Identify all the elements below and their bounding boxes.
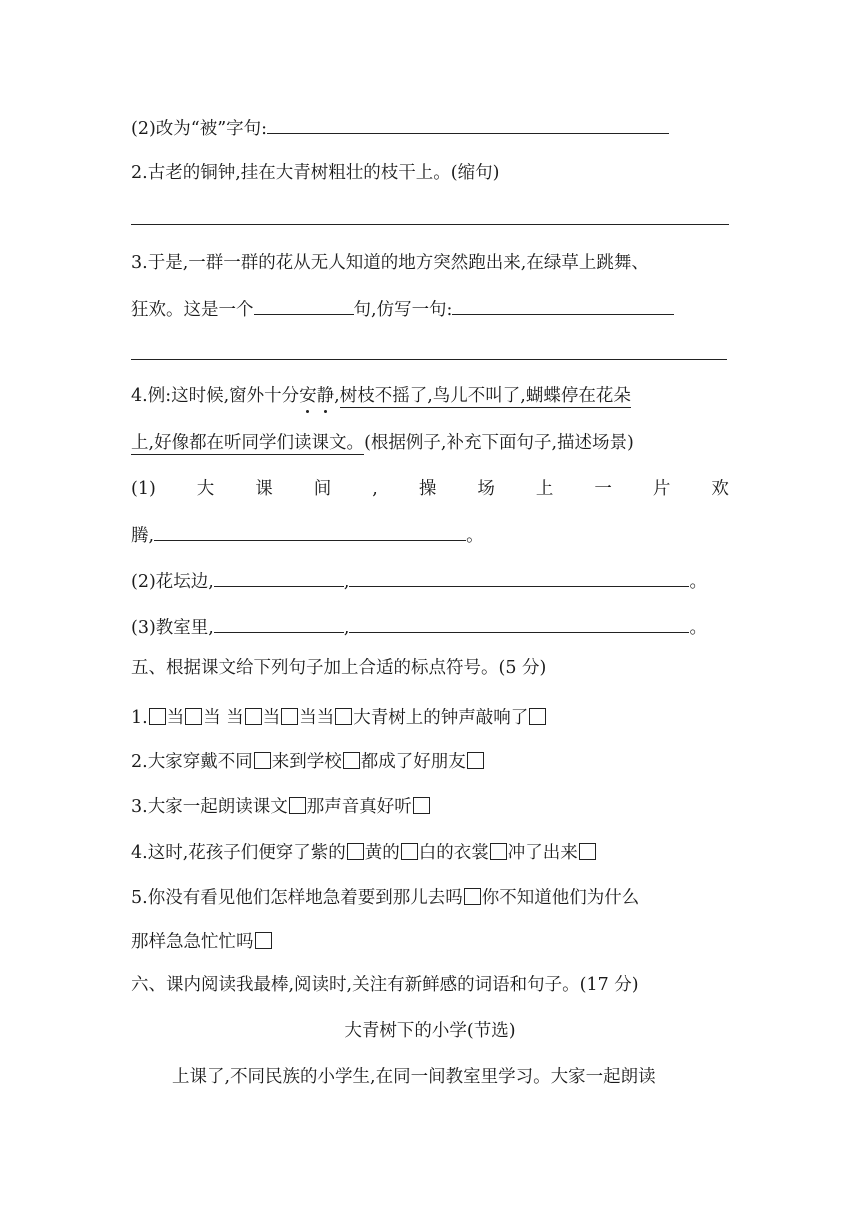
answer-blank-1[interactable] <box>214 614 344 633</box>
sentence-text: 2.大家穿戴不同 <box>131 752 253 772</box>
comma: , <box>343 572 350 592</box>
punctuation-box[interactable] <box>529 708 546 725</box>
sentence-text: 4.这时,花孩子们便穿了紫的 <box>131 843 346 863</box>
dotted-char: 静 <box>316 386 335 406</box>
question-text: (3)教室里, <box>131 618 214 638</box>
answer-blank[interactable] <box>154 522 466 541</box>
question-text: 狂欢。这是一个 <box>131 300 254 320</box>
period: 。 <box>689 572 707 592</box>
sentence-text: 当 <box>262 708 281 728</box>
underlined-text: 上,好像都在听同学们读课文。 <box>131 433 365 453</box>
punctuation-box[interactable] <box>149 708 166 725</box>
question-4-example-line-1 <box>131 383 631 409</box>
question-text: 句,仿写一句: <box>353 300 453 320</box>
punctuation-box[interactable] <box>335 708 352 725</box>
sentence-text: 5.你没有看见他们怎样地急着要到那儿去吗 <box>131 888 463 908</box>
sentence-text: 冲了出来 <box>507 843 578 863</box>
question-4-item-3 <box>131 614 707 641</box>
punctuation-box[interactable] <box>281 708 298 725</box>
passage-paragraph-line-1: 上课了,不同民族的小学生,在同一间教室里学习。大家一起朗读 <box>172 1067 656 1087</box>
punctuation-box[interactable] <box>343 752 360 769</box>
sentence-text: 3.大家一起朗读课文 <box>131 797 288 817</box>
question-1-2 <box>131 115 669 142</box>
question-label: (2)改为“被”字句: <box>131 119 268 139</box>
question-text: (2)花坛边, <box>131 572 214 592</box>
punctuation-box[interactable] <box>245 708 262 725</box>
sentence-text: 大青树上的钟声敲响了 <box>353 708 529 728</box>
sentence-text: 来到学校 <box>271 752 342 772</box>
punctuation-box[interactable] <box>579 843 596 860</box>
period: 。 <box>466 526 484 546</box>
punctuation-box[interactable] <box>467 752 484 769</box>
sentence-text: 都成了好朋友 <box>360 752 466 772</box>
underlined-text: 树枝不摇了,鸟儿不叫了,蝴蝶停在花朵 <box>339 386 631 406</box>
dotted-char: 安 <box>299 386 317 406</box>
question-4-example-line-2 <box>131 430 634 456</box>
item-char: 大 <box>196 479 215 499</box>
item-char: 片 <box>652 479 671 499</box>
question-text: 腾, <box>131 526 155 546</box>
answer-line[interactable] <box>131 359 727 360</box>
punctuation-box[interactable] <box>464 888 481 905</box>
sentence-text: 白的衣裳 <box>418 843 489 863</box>
punctuation-box[interactable] <box>413 797 430 814</box>
section-6-title: 六、课内阅读我最棒,阅读时,关注有新鲜感的词语和句子。(17 分) <box>131 975 639 995</box>
item-char: 上 <box>535 479 554 499</box>
item-char: 课 <box>255 479 273 499</box>
item-char: 欢 <box>711 479 729 499</box>
item-char: 一 <box>594 479 612 499</box>
answer-blank-1[interactable] <box>214 568 344 587</box>
question-4-item-1-line-2 <box>131 522 484 549</box>
item-char: 间 <box>313 479 332 499</box>
item-char: , <box>372 479 378 499</box>
punctuation-box[interactable] <box>289 797 306 814</box>
question-4-item-2 <box>131 568 707 595</box>
section-5-sentence-4 <box>131 840 597 866</box>
section-5-sentence-3 <box>131 794 431 820</box>
period: 。 <box>689 618 707 638</box>
section-5-sentence-5 <box>131 885 639 911</box>
question-text: 4.例:这时候,窗外十分 <box>131 386 300 406</box>
question-2: 2.古老的铜钟,挂在大青树粗壮的枝干上。(缩句) <box>131 163 500 183</box>
answer-blank-2[interactable] <box>349 614 689 633</box>
section-5-sentence-1 <box>131 705 547 731</box>
sentence-text: 当 <box>166 708 185 728</box>
sentence-text: 你不知道他们为什么 <box>481 888 640 908</box>
question-3-line-2 <box>131 296 674 323</box>
sentence-type-blank[interactable] <box>254 296 354 315</box>
instruction-text: (根据例子,补充下面句子,描述场景) <box>364 433 634 453</box>
question-text: , <box>334 386 340 406</box>
item-char: 操 <box>418 479 437 499</box>
passage-title: 大青树下的小学(节选) <box>344 1021 516 1041</box>
answer-blank-2[interactable] <box>349 568 689 587</box>
item-char: 场 <box>477 479 495 499</box>
punctuation-box[interactable] <box>401 843 418 860</box>
punctuation-box[interactable] <box>255 932 272 949</box>
answer-line[interactable] <box>131 224 729 225</box>
section-5-sentence-2 <box>131 749 485 775</box>
sentence-text: 黄的 <box>364 843 400 863</box>
imitation-blank[interactable] <box>452 296 674 315</box>
question-4-item-1 <box>131 476 729 502</box>
punctuation-box[interactable] <box>347 843 364 860</box>
punctuation-box[interactable] <box>185 708 202 725</box>
sentence-text: 那样急急忙忙吗 <box>131 932 254 952</box>
punctuation-box[interactable] <box>254 752 271 769</box>
comma: , <box>343 618 350 638</box>
sentence-text: 那声音真好听 <box>306 797 412 817</box>
sentence-text: 1. <box>131 708 148 728</box>
sentence-text: 当当 <box>299 708 335 728</box>
question-3-line-1: 3.于是,一群一群的花从无人知道的地方突然跑出来,在绿草上跳舞、 <box>131 253 649 273</box>
sentence-text: 当 当 <box>203 708 244 728</box>
section-5-sentence-5-line-2 <box>131 929 273 955</box>
answer-blank[interactable] <box>267 115 669 134</box>
punctuation-box[interactable] <box>490 843 507 860</box>
item-char: (1) <box>131 479 156 499</box>
section-5-title: 五、根据课文给下列句子加上合适的标点符号。(5 分) <box>131 658 547 678</box>
